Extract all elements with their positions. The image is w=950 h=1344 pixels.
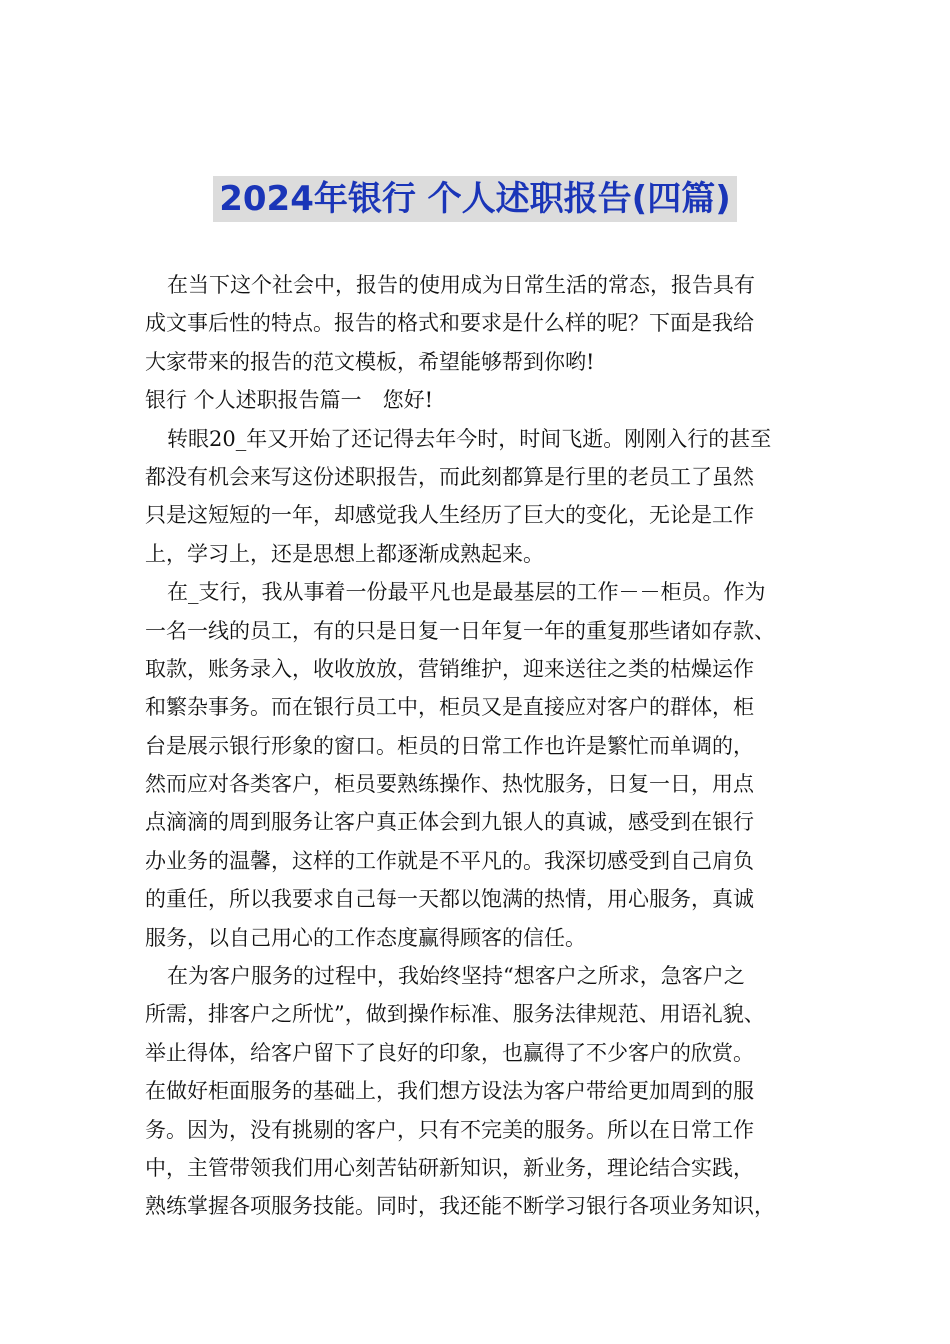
text-line: 点滴滴的周到服务让客户真正体会到九银人的真诚，感受到在银行 — [145, 810, 754, 835]
text-line: 银行 个人述职报告篇一 您好! — [145, 388, 434, 413]
text-line: 然而应对各类客户，柜员要熟练操作、热忱服务，日复一日，用点 — [145, 772, 754, 797]
text-line: 一名一线的员工，有的只是日复一日年复一年的重复那些诸如存款、 — [145, 618, 775, 643]
text-line: 在为客户服务的过程中，我始终坚持“想客户之所求，急客户之 — [167, 964, 745, 989]
text-line: 中，主管带领我们用心刻苦钻研新知识，新业务，理论结合实践， — [145, 1155, 754, 1180]
text-line: 所需，排客户之所忧”，做到操作标准、服务法律规范、用语礼貌、 — [145, 1002, 765, 1027]
text-line: 和繁杂事务。而在银行员工中，柜员又是直接应对客户的群体，柜 — [145, 695, 754, 720]
text-line: 在做好柜面服务的基础上，我们想方设法为客户带给更加周到的服 — [145, 1079, 754, 1104]
text-line: 都没有机会来写这份述职报告，而此刻都算是行里的老员工了虽然 — [145, 464, 754, 489]
text-line: 的重任，所以我要求自己每一天都以饱满的热情，用心服务，真诚 — [145, 887, 754, 912]
text-line: 服务，以自己用心的工作态度赢得顾客的信任。 — [145, 925, 586, 950]
text-line: 台是展示银行形象的窗口。柜员的日常工作也许是繁忙而单调的， — [145, 733, 754, 758]
text-line: 举止得体，给客户留下了良好的印象，也赢得了不少客户的欣赏。 — [145, 1040, 754, 1065]
text-line: 务。因为，没有挑剔的客户，只有不完美的服务。所以在日常工作 — [145, 1117, 754, 1142]
document-title: 2024年银行 个人述职报告(四篇) — [213, 176, 737, 222]
document-body — [145, 266, 825, 1226]
text-line: 熟练掌握各项服务技能。同时，我还能不断学习银行各项业务知识， — [145, 1194, 775, 1219]
text-line: 在当下这个社会中，报告的使用成为日常生活的常态，报告具有 — [167, 273, 755, 297]
text-line: 成文事后性的特点。报告的格式和要求是什么样的呢？下面是我给 — [145, 311, 754, 336]
title-wrapper — [0, 176, 950, 222]
text-line: 转眼20_年又开始了还记得去年今时，时间飞逝。刚刚入行的甚至 — [167, 426, 772, 451]
text-line: 大家带来的报告的范文模板，希望能够帮到你哟! — [145, 349, 595, 374]
text-line: 上，学习上，还是思想上都逐渐成熟起来。 — [145, 541, 544, 566]
text-line: 办业务的温馨，这样的工作就是不平凡的。我深切感受到自己肩负 — [145, 848, 754, 873]
text-line: 只是这短短的一年，却感觉我人生经历了巨大的变化，无论是工作 — [145, 503, 754, 528]
text-line: 在_支行，我从事着一份最平凡也是最基层的工作－－柜员。作为 — [167, 580, 766, 605]
text-line: 取款，账务录入，收收放放，营销维护，迎来送往之类的枯燥运作 — [145, 656, 754, 681]
